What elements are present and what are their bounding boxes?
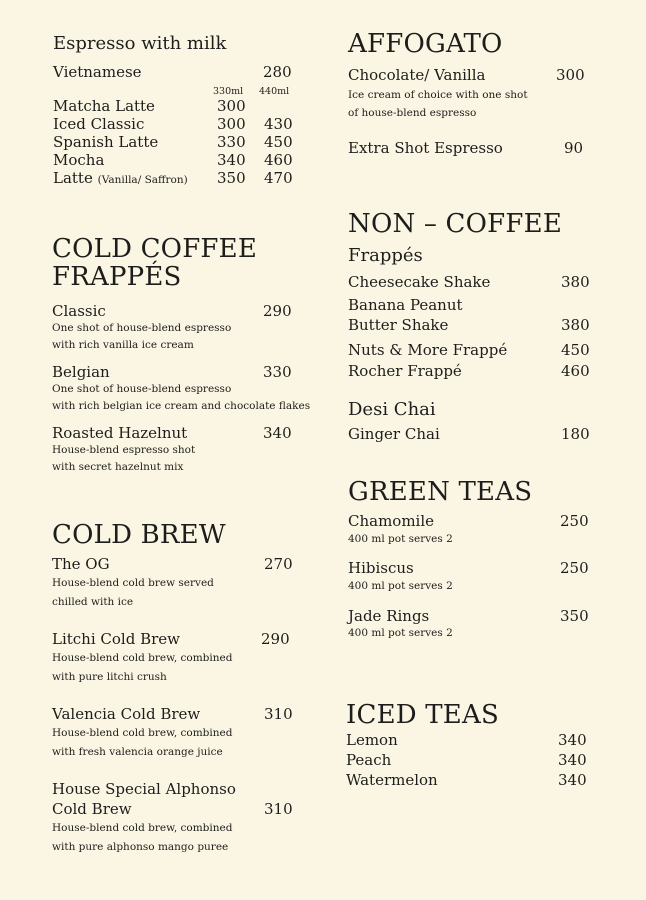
menu-item-price: 470	[264, 169, 293, 187]
size-label-small: 330ml	[213, 86, 244, 97]
menu-item-price: 290	[263, 302, 292, 320]
menu-item-name: Matcha Latte	[53, 97, 155, 115]
item-description: chilled with ice	[52, 596, 134, 608]
menu-item-name: House Special Alphonso	[52, 780, 236, 798]
menu-item-price: 340	[217, 151, 246, 169]
menu-item-name: Roasted Hazelnut	[52, 424, 188, 442]
menu-item-price: 310	[264, 800, 293, 818]
menu-item-price: 270	[264, 555, 293, 573]
menu-item-price: 350	[560, 607, 589, 625]
item-description: with fresh valencia orange juice	[52, 746, 223, 758]
menu-item-price: 280	[263, 63, 292, 81]
size-label-large: 440ml	[259, 86, 290, 97]
menu-item-name: Ginger Chai	[348, 425, 440, 443]
item-description: with secret hazelnut mix	[52, 461, 184, 473]
item-description: House-blend espresso shot	[52, 444, 196, 456]
item-description: House-blend cold brew, combined	[52, 652, 233, 664]
item-description: House-blend cold brew served	[52, 577, 214, 589]
menu-item-name: Hibiscus	[348, 559, 414, 577]
item-description: 400 ml pot serves 2	[348, 533, 453, 545]
item-description: with rich belgian ice cream and chocolate flakes	[52, 400, 311, 412]
menu-item-name: Nuts & More Frappé	[348, 341, 508, 359]
item-description: House-blend cold brew, combined	[52, 822, 233, 834]
menu-item-price: 460	[561, 362, 590, 380]
item-description: House-blend cold brew, combined	[52, 727, 233, 739]
menu-item-price: 290	[261, 630, 290, 648]
item-description: with pure litchi crush	[52, 671, 167, 683]
menu-item-name: The OG	[52, 555, 110, 573]
section-title: COLD BREW	[52, 520, 226, 550]
menu-item-price: 340	[558, 751, 587, 769]
menu-item-price: 450	[264, 133, 293, 151]
menu-item-name: Valencia Cold Brew	[52, 705, 201, 723]
menu-item-name: Lemon	[346, 731, 398, 749]
menu-item-name: Rocher Frappé	[348, 362, 462, 380]
menu-item-price: 340	[558, 731, 587, 749]
item-description: 400 ml pot serves 2	[348, 580, 453, 592]
menu-item-price: 380	[561, 316, 590, 334]
menu-item-name: Butter Shake	[348, 316, 449, 334]
item-description: with rich vanilla ice cream	[52, 339, 194, 351]
menu-item-name: Iced Classic	[53, 115, 145, 133]
menu-item-name: Litchi Cold Brew	[52, 630, 180, 648]
menu-item-price: 250	[560, 559, 589, 577]
menu-item-price: 330	[263, 363, 292, 381]
menu-item-price: 300	[217, 115, 246, 133]
menu-item-price: 340	[263, 424, 292, 442]
menu-item-name: Cheesecake Shake	[348, 273, 491, 291]
section-title: AFFOGATO	[348, 29, 503, 59]
section-title: NON – COFFEE	[348, 209, 562, 239]
menu-item-price: 430	[264, 115, 293, 133]
section-title: GREEN TEAS	[348, 477, 533, 507]
subsection-title: Frappés	[348, 245, 423, 266]
menu-item-price: 380	[561, 273, 590, 291]
menu-item-name: Extra Shot Espresso	[348, 139, 503, 157]
item-description: of house-blend espresso	[348, 107, 477, 119]
menu-item-name: Vietnamese	[53, 63, 142, 81]
menu-item-price: 330	[217, 133, 246, 151]
menu-item-name: Watermelon	[346, 771, 438, 789]
menu-item-price: 460	[264, 151, 293, 169]
section-title: ICED TEAS	[346, 700, 499, 730]
espresso-milk-title: Espresso with milk	[53, 33, 227, 54]
menu-item-name: Mocha	[53, 151, 105, 169]
menu-item-name: Jade Rings	[348, 607, 430, 625]
menu-item-name: Classic	[52, 302, 106, 320]
item-description: One shot of house-blend espresso	[52, 383, 232, 395]
menu-item-price: 250	[560, 512, 589, 530]
menu-item-price: 180	[561, 425, 590, 443]
menu-item-name	[53, 169, 188, 189]
item-description: 400 ml pot serves 2	[348, 627, 453, 639]
menu-item-price: 350	[217, 169, 246, 187]
menu-item-name: Peach	[346, 751, 392, 769]
section-title: FRAPPÉS	[52, 262, 182, 292]
menu-item-name: Cold Brew	[52, 800, 132, 818]
menu-item-name: Banana Peanut	[348, 296, 463, 314]
subsection-title: Desi Chai	[348, 399, 436, 420]
menu-item-price: 300	[217, 97, 246, 115]
item-description: with pure alphonso mango puree	[52, 841, 229, 853]
menu-item-name: Chocolate/ Vanilla	[348, 66, 486, 84]
item-note: (Vanilla/ Saffron)	[97, 174, 188, 186]
menu-item-price: 310	[264, 705, 293, 723]
menu-item-name: Spanish Latte	[53, 133, 159, 151]
menu-item-name: Chamomile	[348, 512, 435, 530]
menu-item-price: 300	[556, 66, 585, 84]
menu-item-price: 450	[561, 341, 590, 359]
menu-item-price: 340	[558, 771, 587, 789]
menu-item-price: 90	[564, 139, 584, 157]
item-description: Ice cream of choice with one shot	[348, 89, 528, 101]
menu-item-name: Belgian	[52, 363, 110, 381]
item-description: One shot of house-blend espresso	[52, 322, 232, 334]
section-title: COLD COFFEE	[52, 234, 258, 264]
item-label: Latte	[53, 169, 93, 187]
